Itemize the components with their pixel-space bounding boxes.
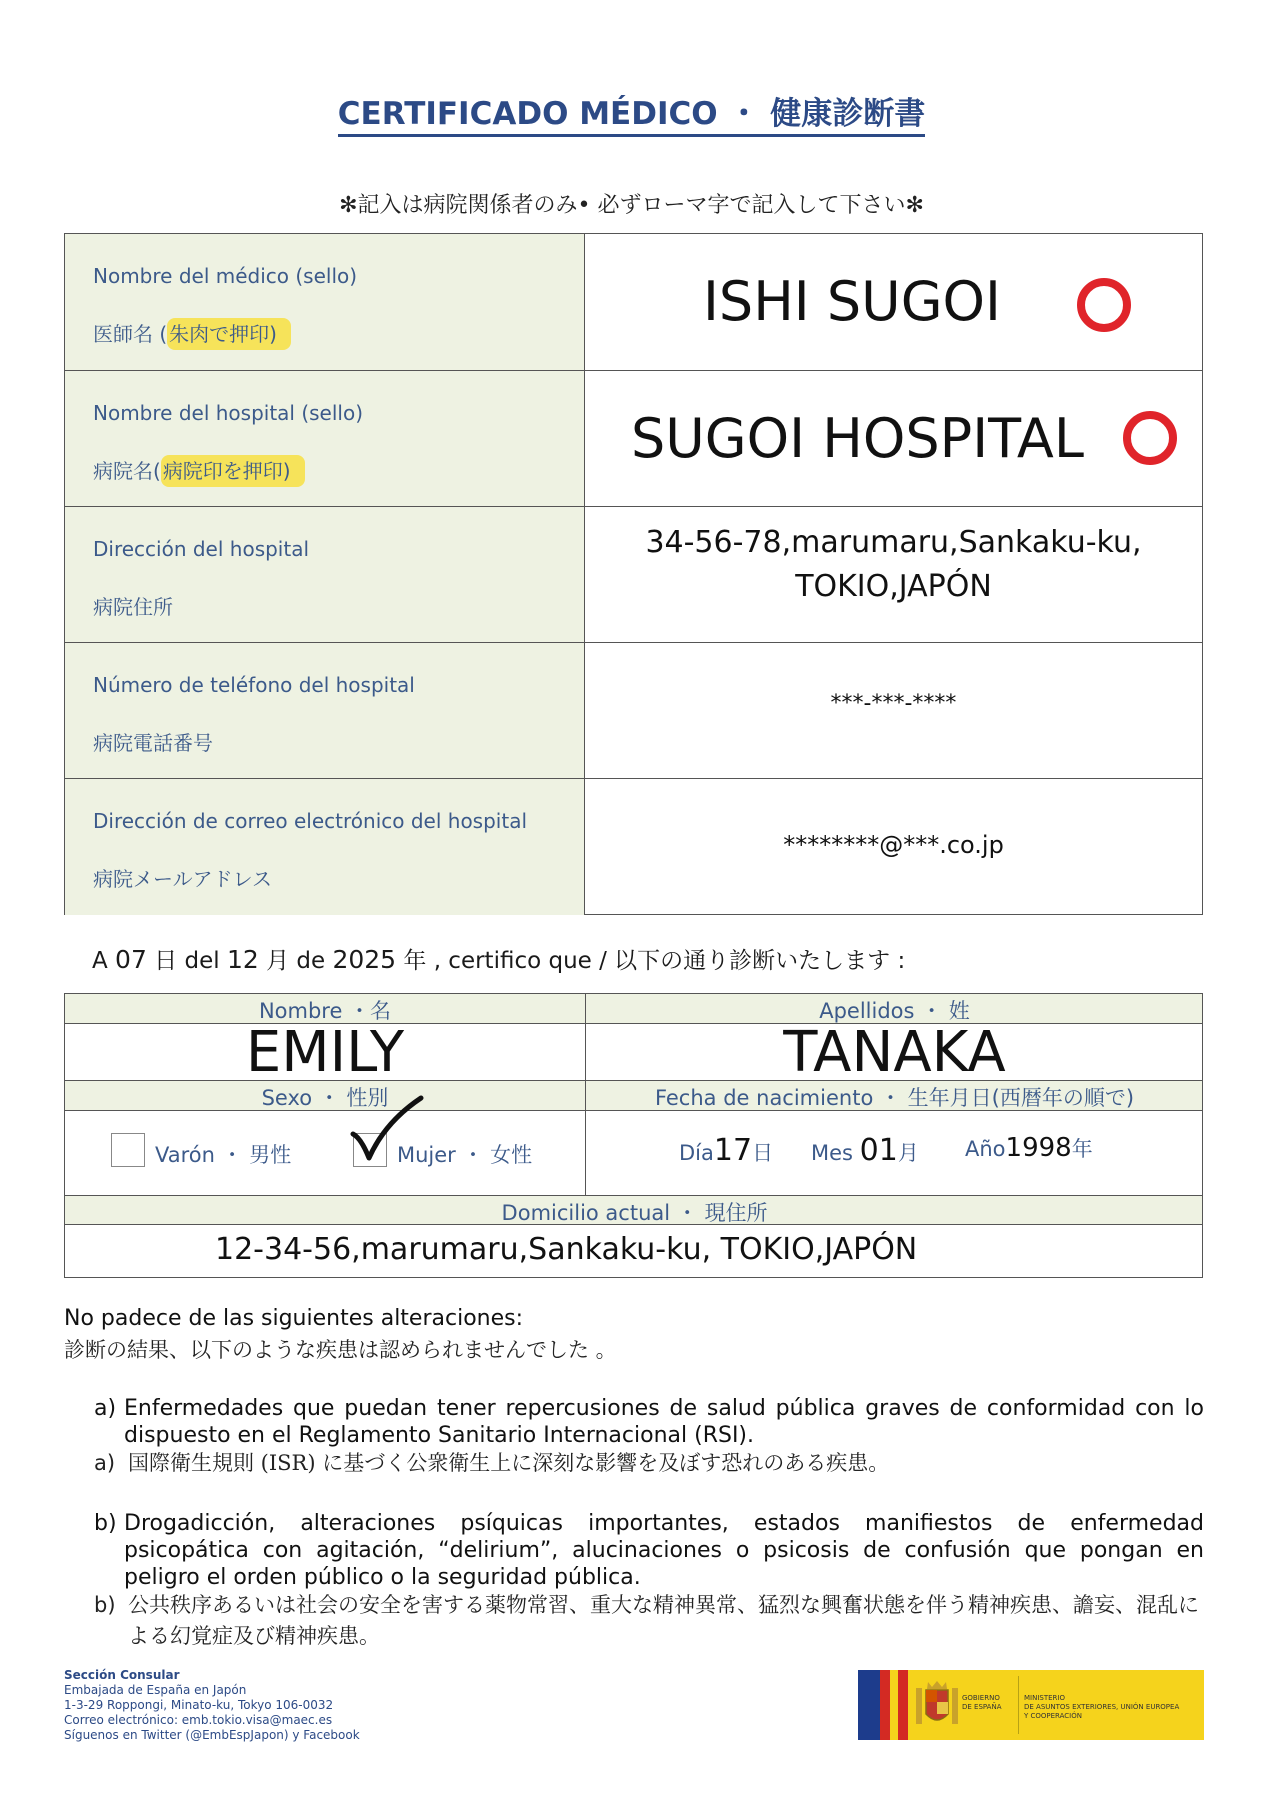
- doctor-name-value: ISHI SUGOI: [703, 270, 1001, 333]
- birthdate-label: Fecha de nacimiento ・ 生年月日(西暦年の順で): [654, 1086, 1135, 1110]
- hospital-email-value: ********@***.co.jp: [783, 831, 1004, 859]
- doctor-name-label-ja: 医師名 ( 朱肉で押印): [93, 318, 291, 347]
- spain-government-logo: [858, 1670, 1204, 1740]
- hospital-address-row: [65, 506, 1202, 642]
- doctor-name-row: [65, 234, 1202, 370]
- red-stamp-circle-icon: [1077, 278, 1131, 332]
- condition-a-ja: a) 国際衛生規則 (ISR) に基づく公衆衛生上に深刻な影響を及ぼす恐れのある疾患。: [94, 1451, 890, 1475]
- hospital-name-label-es: Nombre del hospital (sello): [93, 401, 364, 425]
- hospital-info-table: [64, 233, 1203, 915]
- gov-label: GOBIERNO DE ESPAÑA: [962, 1694, 1002, 1711]
- hospital-address-line2: TOKIO,JAPÓN: [795, 569, 992, 604]
- personal-data-table: [64, 993, 1203, 1278]
- sex-label: Sexo ・ 性別: [261, 1086, 389, 1110]
- cert-day: 07: [115, 945, 147, 974]
- hospital-name-label-ja: 病院名( 病院印を押印): [93, 455, 305, 484]
- male-checkbox[interactable]: [111, 1133, 145, 1167]
- hospital-email-row: [65, 778, 1202, 915]
- hospital-phone-row: [65, 642, 1202, 778]
- birth-year: Año1998年: [965, 1133, 1093, 1163]
- consular-footer: Sección Consular Embajada de España en Japón 1-3-29 Roppongi, Minato-ku, Tokyo 106-0032 Correo electrónico: emb.tokio.visa@maec.es Síguenos en Twitter (@EmbEspJapon) y Facebook: [64, 1668, 360, 1742]
- conditions-title-ja: 診断の結果、以下のような疾患は認められませんでした 。: [64, 1338, 617, 1362]
- hospital-address-label-ja: 病院住所: [93, 595, 173, 619]
- first-name-value: EMILY: [245, 1020, 405, 1085]
- hospital-name-value: SUGOI HOSPITAL: [631, 407, 1084, 470]
- condition-a-es: a) Enfermedades que puedan tener repercusiones de salud pública graves de conformidad con lo dispuesto en el Reglamento Sanitario Internacional (RSI).: [94, 1396, 1204, 1448]
- certification-date-line: A 07 日 del 12 月 de 2025 年 , certifico que / 以下の通り診断いたします :: [92, 945, 906, 974]
- instruction-note: ✻記入は病院関係者のみ• 必ずローマ字で記入して下さい✻: [339, 193, 924, 218]
- eu-flag-icon: [858, 1670, 880, 1740]
- hospital-name-row: [65, 370, 1202, 506]
- condition-b-ja: b) 公共秩序あるいは社会の安全を害する薬物常習、重大な精神異常、猛烈な興奮状態を伴う精神疾患、譫妄、混乱による幻覚症及び精神疾患。: [94, 1593, 1199, 1648]
- current-address-label: Domicilio actual ・ 現住所: [501, 1201, 768, 1225]
- highlight-mark: 病院印を押印): [161, 455, 305, 487]
- hospital-address-label-es: Dirección del hospital: [93, 537, 310, 561]
- ministry-label: MINISTERIO DE ASUNTOS EXTERIORES, UNIÓN EUROPEA Y COOPERACIÓN: [1024, 1694, 1180, 1720]
- document-title: CERTIFICADO MÉDICO ・ 健康診断書: [0, 88, 1263, 133]
- red-stamp-circle-icon: [1123, 411, 1177, 465]
- hospital-phone-label-es: Número de teléfono del hospital: [93, 673, 415, 697]
- doctor-name-label-es: Nombre del médico (sello): [93, 264, 358, 288]
- coat-of-arms-icon: [914, 1678, 960, 1732]
- first-name-label: Nombre ・名: [258, 999, 392, 1023]
- highlight-mark: 朱肉で押印): [167, 318, 291, 350]
- hospital-email-label-es: Dirección de correo electrónico del hospital: [93, 809, 528, 833]
- cert-year: 2025: [332, 945, 397, 974]
- birth-month: Mes 01月: [811, 1133, 919, 1168]
- female-option-label: Mujer ・ 女性: [397, 1143, 533, 1167]
- surname-value: TANAKA: [783, 1020, 1006, 1085]
- cert-month: 12: [226, 945, 259, 974]
- current-address-value: 12-34-56,marumaru,Sankaku-ku, TOKIO,JAPÓN: [215, 1232, 918, 1267]
- hospital-email-label-ja: 病院メールアドレス: [93, 867, 272, 891]
- birth-day: Día17日: [679, 1133, 774, 1168]
- male-option-label: Varón ・ 男性: [155, 1143, 292, 1167]
- hospital-phone-value: ***-***-****: [830, 691, 957, 716]
- conditions-title-es: No padece de las siguientes alteraciones:: [64, 1306, 524, 1331]
- hospital-phone-label-ja: 病院電話番号: [93, 731, 213, 755]
- hospital-address-line1: 34-56-78,marumaru,Sankaku-ku,: [645, 525, 1142, 560]
- condition-b-es: b) Drogadicción, alteraciones psíquicas importantes, estados manifiestos de enfermedad psicopática con agitación, “delirium”, alucinaciones o psicosis de confusión que pongan en peligro el orden público o la seguridad pública.: [94, 1511, 1204, 1590]
- surname-label: Apellidos ・ 姓: [819, 999, 970, 1023]
